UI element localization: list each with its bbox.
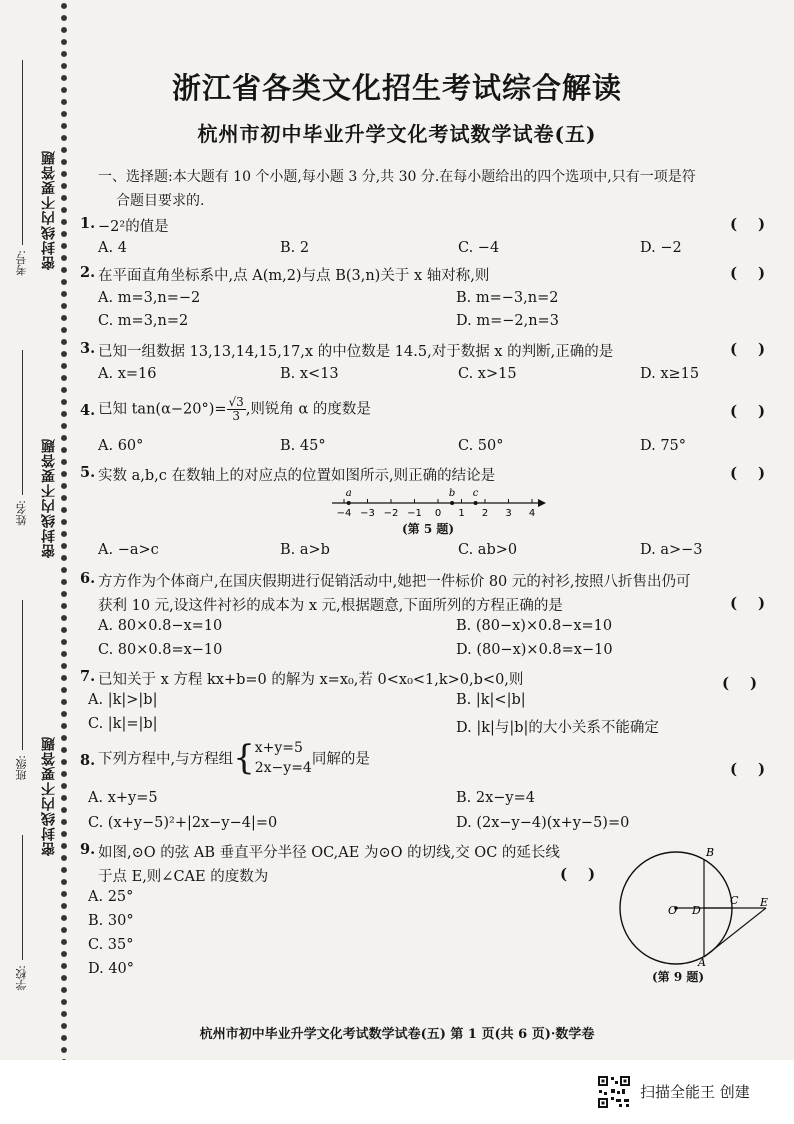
- binding-strip: [0, 0, 80, 1060]
- q3-option-b: B. x<13: [280, 366, 339, 382]
- q3-stem: 已知一组数据 13,13,14,15,17,x 的中位数是 14.5,对于数据 x 的判断,正确的是: [98, 344, 614, 360]
- page-footer: 杭州市初中毕业升学文化考试数学试卷(五) 第 1 页(共 6 页)·数学卷: [199, 1027, 595, 1042]
- q2-option-a: A. m=3,n=−2: [98, 290, 201, 306]
- q8-option-c: C. (x+y−5)²+|2x−y−4|=0: [88, 815, 278, 831]
- numberline-point-label: c: [472, 488, 479, 499]
- q9-answer-blank[interactable]: ( ): [560, 865, 596, 883]
- q2-option-b: B. m=−3,n=2: [456, 290, 559, 306]
- q7-option-c: C. |k|=|b|: [88, 716, 158, 732]
- seal-warning-1: 密封线内不要答题: [41, 150, 57, 270]
- q8-number: 8.: [80, 752, 96, 769]
- field-exam-number: 考号:: [15, 250, 28, 276]
- q7-option-d: D. |k|与|b|的大小关系不能确定: [456, 720, 659, 736]
- fig9-label-b: B: [706, 846, 715, 859]
- q9-number: 9.: [80, 841, 96, 858]
- q4-option-d: D. 75°: [640, 438, 687, 454]
- page-subtitle: 杭州市初中毕业升学文化考试数学试卷(五): [197, 122, 597, 146]
- q6-stem-line2: 获利 10 元,设这件衬衫的成本为 x 元,根据题意,下面所列的方程正确的是: [98, 598, 563, 614]
- scanner-watermark: 扫描全能王 创建: [640, 1083, 750, 1101]
- q8-stem-part2: 同解的是: [311, 751, 370, 768]
- qr-code-icon: [597, 1075, 631, 1109]
- field-school: 学校:: [15, 965, 28, 991]
- fig9-label-o: O: [668, 904, 678, 917]
- q5-answer-blank[interactable]: ( ): [730, 464, 766, 482]
- q1-answer-blank[interactable]: ( ): [730, 215, 766, 233]
- q4-option-c: C. 50°: [458, 438, 504, 454]
- q6-option-c: C. 80×0.8=x−10: [98, 642, 223, 658]
- field-name: 姓名:: [15, 500, 28, 526]
- q7-stem: 已知关于 x 方程 kx+b=0 的解为 x=x₀,若 0<x₀<1,k>0,b<0,则: [98, 672, 524, 688]
- q8-equation-1: x+y=5: [254, 740, 303, 756]
- q1-number: 1.: [80, 215, 96, 232]
- field-line-school[interactable]: [22, 835, 24, 960]
- q8-stem-part1: 下列方程中,与方程组: [98, 751, 234, 768]
- q9-option-a: A. 25°: [88, 889, 134, 905]
- bleed-through-shadow: [710, 40, 794, 940]
- q4-stem: [98, 396, 371, 423]
- numberline-tick-label: 2: [481, 508, 489, 519]
- fig9-label-c: C: [730, 894, 739, 907]
- q4-stem-part2: ,则锐角 α 的度数是: [245, 401, 371, 418]
- q9-stem-line1: 如图,⊙O 的弦 AB 垂直平分半径 OC,AE 为⊙O 的切线,交 OC 的延长线: [98, 845, 560, 861]
- q3-option-c: C. x>15: [458, 366, 517, 382]
- q4-option-b: B. 45°: [280, 438, 326, 454]
- numberline-point-label: b: [448, 488, 456, 499]
- q1-option-b: B. 2: [280, 240, 310, 256]
- section-instruction-line1: 一、选择题:本大题有 10 个小题,每小题 3 分,共 30 分.在每小题给出的四个选项中,只有一项是符: [98, 169, 696, 185]
- q4-number: 4.: [80, 402, 96, 419]
- q5-number-line: [328, 486, 548, 520]
- q3-answer-blank[interactable]: ( ): [730, 340, 766, 358]
- q8-answer-blank[interactable]: ( ): [730, 760, 766, 778]
- field-line-name[interactable]: [22, 350, 24, 495]
- q2-option-c: C. m=3,n=2: [98, 313, 189, 329]
- q2-option-d: D. m=−2,n=3: [456, 313, 559, 329]
- q5-caption: (第 5 题): [402, 522, 455, 536]
- numberline-point-label: a: [345, 488, 352, 499]
- q8-system-brace: {: [233, 738, 255, 778]
- numberline-tick-label: −4: [336, 508, 352, 519]
- q6-number: 6.: [80, 570, 96, 587]
- seal-warning-2: 密封线内不要答题: [41, 438, 57, 558]
- q9-option-d: D. 40°: [88, 961, 135, 977]
- q6-option-a: A. 80×0.8−x=10: [98, 618, 223, 634]
- q1-option-a: A. 4: [98, 240, 127, 256]
- q3-number: 3.: [80, 340, 96, 357]
- fig9-label-d: D: [692, 904, 701, 917]
- field-class: 班级:: [15, 755, 28, 781]
- numberline-tick-label: 3: [505, 508, 512, 519]
- q8-equation-2: 2x−y=4: [254, 760, 312, 776]
- q7-number: 7.: [80, 668, 96, 685]
- numberline-tick-label: 4: [528, 508, 536, 519]
- q5-option-b: B. a>b: [280, 542, 330, 558]
- q2-answer-blank[interactable]: ( ): [730, 264, 766, 282]
- q1-option-d: D. −2: [640, 240, 682, 256]
- q5-option-c: C. ab>0: [458, 542, 518, 558]
- q5-option-a: A. −a>c: [98, 542, 159, 558]
- binding-holes: [58, 0, 70, 1060]
- q9-circle-figure: [608, 838, 778, 968]
- q3-option-a: A. x=16: [98, 366, 157, 382]
- numberline-tick-label: −1: [407, 508, 422, 519]
- q8-stem: [98, 738, 370, 778]
- fig9-label-a: A: [698, 956, 706, 968]
- q6-stem-line1: 方方作为个体商户,在国庆假期进行促销活动中,她把一件标价 80 元的衬衫,按照八折售出仍可: [98, 574, 691, 590]
- q3-option-d: D. x≥15: [640, 366, 700, 382]
- q6-option-b: B. (80−x)×0.8−x=10: [456, 618, 613, 634]
- q9-stem-line2: 于点 E,则∠CAE 的度数为: [98, 869, 269, 885]
- numberline-point: [474, 501, 478, 505]
- q2-stem: 在平面直角坐标系中,点 A(m,2)与点 B(3,n)关于 x 轴对称,则: [98, 268, 490, 284]
- numberline-tick-label: −2: [383, 508, 399, 519]
- q1-option-c: C. −4: [458, 240, 500, 256]
- numberline-tick-label: −3: [360, 508, 375, 519]
- q4-answer-blank[interactable]: ( ): [730, 402, 766, 420]
- numberline-tick-label: 1: [458, 508, 465, 519]
- q5-option-d: D. a>−3: [640, 542, 703, 558]
- page-title: 浙江省各类文化招生考试综合解读: [171, 71, 622, 105]
- q4-fraction: [227, 396, 246, 423]
- q7-option-b: B. |k|<|b|: [456, 692, 526, 708]
- q1-stem: −2²的值是: [98, 219, 169, 235]
- numberline-point: [347, 501, 351, 505]
- q4-fraction-denominator: 3: [232, 409, 240, 423]
- q8-option-a: A. x+y=5: [88, 790, 158, 806]
- q6-answer-blank[interactable]: ( ): [730, 594, 766, 612]
- fig9-label-e: E: [760, 896, 769, 909]
- seal-warning-3: 密封线内不要答题: [41, 736, 57, 856]
- q4-option-a: A. 60°: [98, 438, 144, 454]
- q7-option-a: A. |k|>|b|: [88, 692, 158, 708]
- q4-fraction-numerator: √3: [228, 395, 244, 409]
- q2-number: 2.: [80, 264, 96, 281]
- q6-option-d: D. (80−x)×0.8=x−10: [456, 642, 613, 658]
- q8-equation-system: [255, 738, 312, 778]
- q7-answer-blank[interactable]: ( ): [722, 674, 758, 692]
- field-line-class[interactable]: [22, 600, 24, 750]
- q9-option-b: B. 30°: [88, 913, 134, 929]
- q9-caption: (第 9 题): [652, 970, 705, 984]
- q8-option-b: B. 2x−y=4: [456, 790, 535, 806]
- q4-stem-part1: 已知 tan(α−20°)=: [98, 401, 227, 418]
- numberline-tick-label: 0: [434, 508, 442, 519]
- q8-option-d: D. (2x−y−4)(x+y−5)=0: [456, 815, 630, 831]
- q9-option-c: C. 35°: [88, 937, 134, 953]
- section-instruction-line2: 合题目要求的.: [116, 193, 205, 209]
- numberline-point: [450, 501, 454, 505]
- q5-number: 5.: [80, 464, 96, 481]
- q5-stem: 实数 a,b,c 在数轴上的对应点的位置如图所示,则正确的结论是: [98, 468, 496, 484]
